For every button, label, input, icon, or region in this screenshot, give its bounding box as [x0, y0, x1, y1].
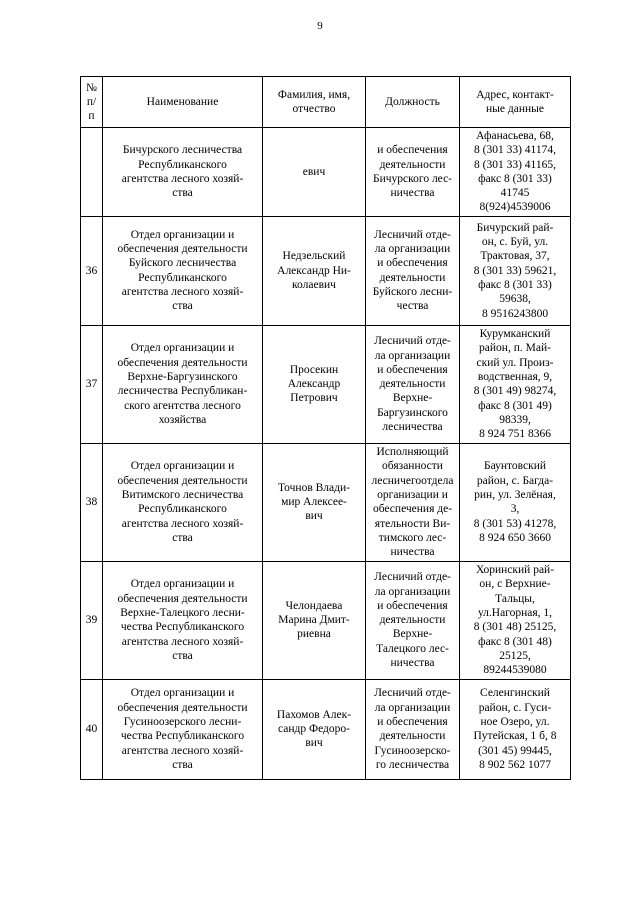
cell-address: Хоринский рай- он, с Верхние- Тальцы, ул.Нагорная, 1, 8 (301 48) 25125, факс 8 (301 48) 25125, 89244539080 — [460, 561, 571, 679]
header-name: Наименование — [103, 77, 263, 128]
cell-address: Афанасьева, 68, 8 (301 33) 41174, 8 (301 33) 41165, факс 8 (301 33) 41745 8(924)4539006 — [460, 128, 571, 217]
cell-name: Отдел организации и обеспечения деятельности Гусиноозерского лесни- чества Республиканского агентства лесного хозяй- ства — [103, 679, 263, 779]
cell-address: Баунтовский район, с. Багда- рин, ул. Зелёная, 3, 8 (301 53) 41278, 8 924 650 3660 — [460, 443, 571, 561]
cell-num: 37 — [81, 325, 103, 443]
cell-name: Отдел организации и обеспечения деятельности Верхне-Баргузинского лесничества Республикан- ского агентства лесного хозяйства — [103, 325, 263, 443]
cell-position: Лесничий отде- ла организации и обеспечения деятельности Буйского лесни- чества — [366, 216, 460, 325]
header-address: Адрес, контакт- ные данные — [460, 77, 571, 128]
cell-address: Бичурский рай- он, с. Буй, ул. Трактовая, 37, 8 (301 33) 59621, факс 8 (301 33) 59638, 8 9516243800 — [460, 216, 571, 325]
forestry-contacts-table — [80, 76, 571, 780]
table-row — [81, 216, 571, 325]
cell-num: 40 — [81, 679, 103, 779]
header-position: Должность — [366, 77, 460, 128]
cell-address: Курумканский район, п. Май- ский ул. Произ- водственная, 9, 8 (301 49) 98274, факс 8 (301 49) 98339, 8 924 751 8366 — [460, 325, 571, 443]
cell-fio: Просекин Александр Петрович — [263, 325, 366, 443]
header-num: № п/ п — [81, 77, 103, 128]
page-number: 9 — [317, 20, 323, 32]
cell-fio: евич — [263, 128, 366, 217]
table-row-continuation — [81, 128, 571, 217]
cell-fio: Недзельский Александр Ни- колаевич — [263, 216, 366, 325]
cell-position: Исполняющий обязанности лесничегоотдела организации и обеспечения де- ятельности Ви- тимского лес- ничества — [366, 443, 460, 561]
table-row — [81, 325, 571, 443]
table-row — [81, 443, 571, 561]
table-header — [81, 77, 571, 128]
cell-position: и обеспечения деятельности Бичурского лес- ничества — [366, 128, 460, 217]
cell-fio: Точнов Влади- мир Алексее- вич — [263, 443, 366, 561]
table-row — [81, 679, 571, 779]
header-fio: Фамилия, имя, отчество — [263, 77, 366, 128]
cell-num: 39 — [81, 561, 103, 679]
cell-address: Селенгинский район, с. Гуси- ное Озеро, ул. Путейская, 1 б, 8 (301 45) 99445, 8 902 562 1077 — [460, 679, 571, 779]
cell-num: 36 — [81, 216, 103, 325]
cell-num — [81, 128, 103, 217]
cell-fio: Пахомов Алек- сандр Федоро- вич — [263, 679, 366, 779]
cell-position: Лесничий отде- ла организации и обеспечения деятельности Верхне- Баргузинского лесничества — [366, 325, 460, 443]
cell-num: 38 — [81, 443, 103, 561]
cell-name: Отдел организации и обеспечения деятельности Верхне-Талецкого лесни- чества Республиканского агентства лесного хозяй- ства — [103, 561, 263, 679]
cell-name: Отдел организации и обеспечения деятельности Витимского лесничества Республиканского агентства лесного хозяй- ства — [103, 443, 263, 561]
cell-fio: Челондаева Марина Дмит- риевна — [263, 561, 366, 679]
cell-position: Лесничий отде- ла организации и обеспечения деятельности Верхне- Талецкого лес- ничества — [366, 561, 460, 679]
header-row — [81, 77, 571, 128]
table-body — [81, 128, 571, 780]
cell-name: Бичурского лесничества Республиканского агентства лесного хозяй- ства — [103, 128, 263, 217]
cell-position: Лесничий отде- ла организации и обеспечения деятельности Гусиноозерско- го лесничества — [366, 679, 460, 779]
cell-name: Отдел организации и обеспечения деятельности Буйского лесничества Республиканского агентства лесного хозяй- ства — [103, 216, 263, 325]
table-row — [81, 561, 571, 679]
